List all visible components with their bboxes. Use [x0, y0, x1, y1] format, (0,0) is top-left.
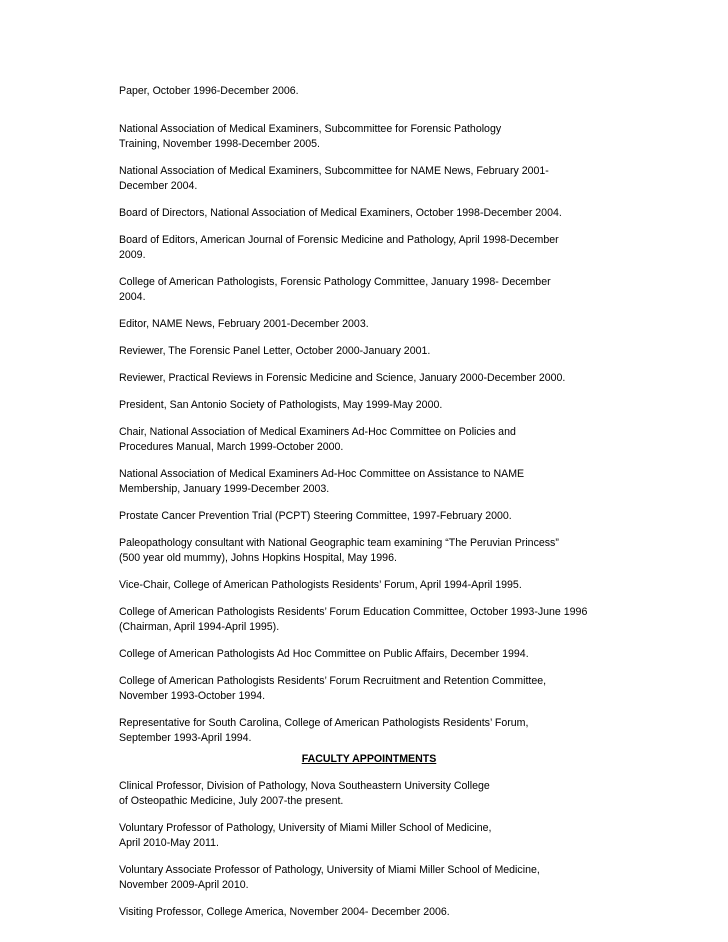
document-entry [119, 371, 619, 386]
document-entry [119, 779, 619, 809]
document-entry [119, 863, 619, 893]
document-entry [119, 398, 619, 413]
entries-top-list [119, 84, 619, 746]
entry-line: Membership, January 1999-December 2003. [119, 483, 330, 495]
document-entry [119, 275, 619, 305]
document-content [119, 84, 619, 932]
document-entry [119, 164, 619, 194]
entry-line: November 2009-April 2010. [119, 879, 249, 891]
document-entry [119, 905, 619, 920]
document-entry [119, 578, 619, 593]
entry-line: Procedures Manual, March 1999-October 2000. [119, 441, 344, 453]
entry-line: Paleopathology consultant with National Geographic team examining “The Peruvian Princess” [119, 537, 559, 549]
entry-line: Clinical Professor, Division of Pathology, Nova Southeastern University College [119, 780, 490, 792]
document-entry [119, 605, 619, 635]
document-entry [119, 317, 619, 332]
document-entry [119, 122, 619, 152]
document-entry [119, 536, 619, 566]
document-entry [119, 206, 619, 221]
document-entry [119, 233, 619, 263]
entry-line: (500 year old mummy), Johns Hopkins Hospital, May 1996. [119, 552, 397, 564]
document-entry [119, 647, 619, 662]
document-entry [119, 344, 619, 359]
section-heading-faculty-appointments: FACULTY APPOINTMENTS [301, 753, 437, 765]
entry-line: Board of Directors, National Association of Medical Examiners, October 1998-December 2004. [119, 207, 562, 219]
entry-line: 2004. [119, 291, 146, 303]
entry-line: National Association of Medical Examiners Ad-Hoc Committee on Assistance to NAME [119, 468, 525, 480]
entry-line: Voluntary Professor of Pathology, University of Miami Miller School of Medicine, [119, 822, 492, 834]
document-entry [119, 821, 619, 851]
entry-line: 2009. [119, 249, 146, 261]
entry-line: President, San Antonio Society of Pathologists, May 1999-May 2000. [119, 399, 443, 411]
entry-line: National Association of Medical Examiners, Subcommittee for Forensic Pathology [119, 123, 502, 135]
document-entry [119, 716, 619, 746]
entry-line: College of American Pathologists, Forensic Pathology Committee, January 1998- December [119, 276, 551, 288]
entry-line: Paper, October 1996-December 2006. [119, 85, 299, 97]
entry-line: College of American Pathologists Ad Hoc Committee on Public Affairs, December 1994. [119, 648, 529, 660]
document-entry [119, 84, 619, 99]
entry-line: National Association of Medical Examiners, Subcommittee for NAME News, February 2001- [119, 165, 549, 177]
entry-line: (Chairman, April 1994-April 1995). [119, 621, 280, 633]
entry-line: Training, November 1998-December 2005. [119, 138, 320, 150]
entry-line: Visiting Professor, College America, November 2004- December 2006. [119, 906, 450, 918]
entry-line: Prostate Cancer Prevention Trial (PCPT) Steering Committee, 1997-February 2000. [119, 510, 512, 522]
entry-line: Reviewer, The Forensic Panel Letter, October 2000-January 2001. [119, 345, 431, 357]
entries-faculty-list [119, 779, 619, 920]
document-entry [119, 674, 619, 704]
entry-line: Editor, NAME News, February 2001-December 2003. [119, 318, 369, 330]
entry-line: College of American Pathologists Residents’ Forum Recruitment and Retention Committee, [119, 675, 547, 687]
document-entry [119, 509, 619, 524]
entry-line: Board of Editors, American Journal of Forensic Medicine and Pathology, April 1998-December [119, 234, 559, 246]
entry-line: Representative for South Carolina, College of American Pathologists Residents’ Forum, [119, 717, 529, 729]
entry-line: December 2004. [119, 180, 198, 192]
entry-line: of Osteopathic Medicine, July 2007-the present. [119, 795, 344, 807]
document-entry [119, 467, 619, 497]
document-entry [119, 425, 619, 455]
entry-line: November 1993-October 1994. [119, 690, 266, 702]
entry-line: College of American Pathologists Residents’ Forum Education Committee, October 1993-June 1996 [119, 606, 588, 618]
entry-line: September 1993-April 1994. [119, 732, 252, 744]
entry-line: April 2010-May 2011. [119, 837, 219, 849]
entry-line: Vice-Chair, College of American Pathologists Residents’ Forum, April 1994-April 1995. [119, 579, 522, 591]
entry-line: Voluntary Associate Professor of Pathology, University of Miami Miller School of Medicine, [119, 864, 540, 876]
entry-line: Reviewer, Practical Reviews in Forensic Medicine and Science, January 2000-December 2000. [119, 372, 566, 384]
entry-line: Chair, National Association of Medical Examiners Ad-Hoc Committee on Policies and [119, 426, 516, 438]
